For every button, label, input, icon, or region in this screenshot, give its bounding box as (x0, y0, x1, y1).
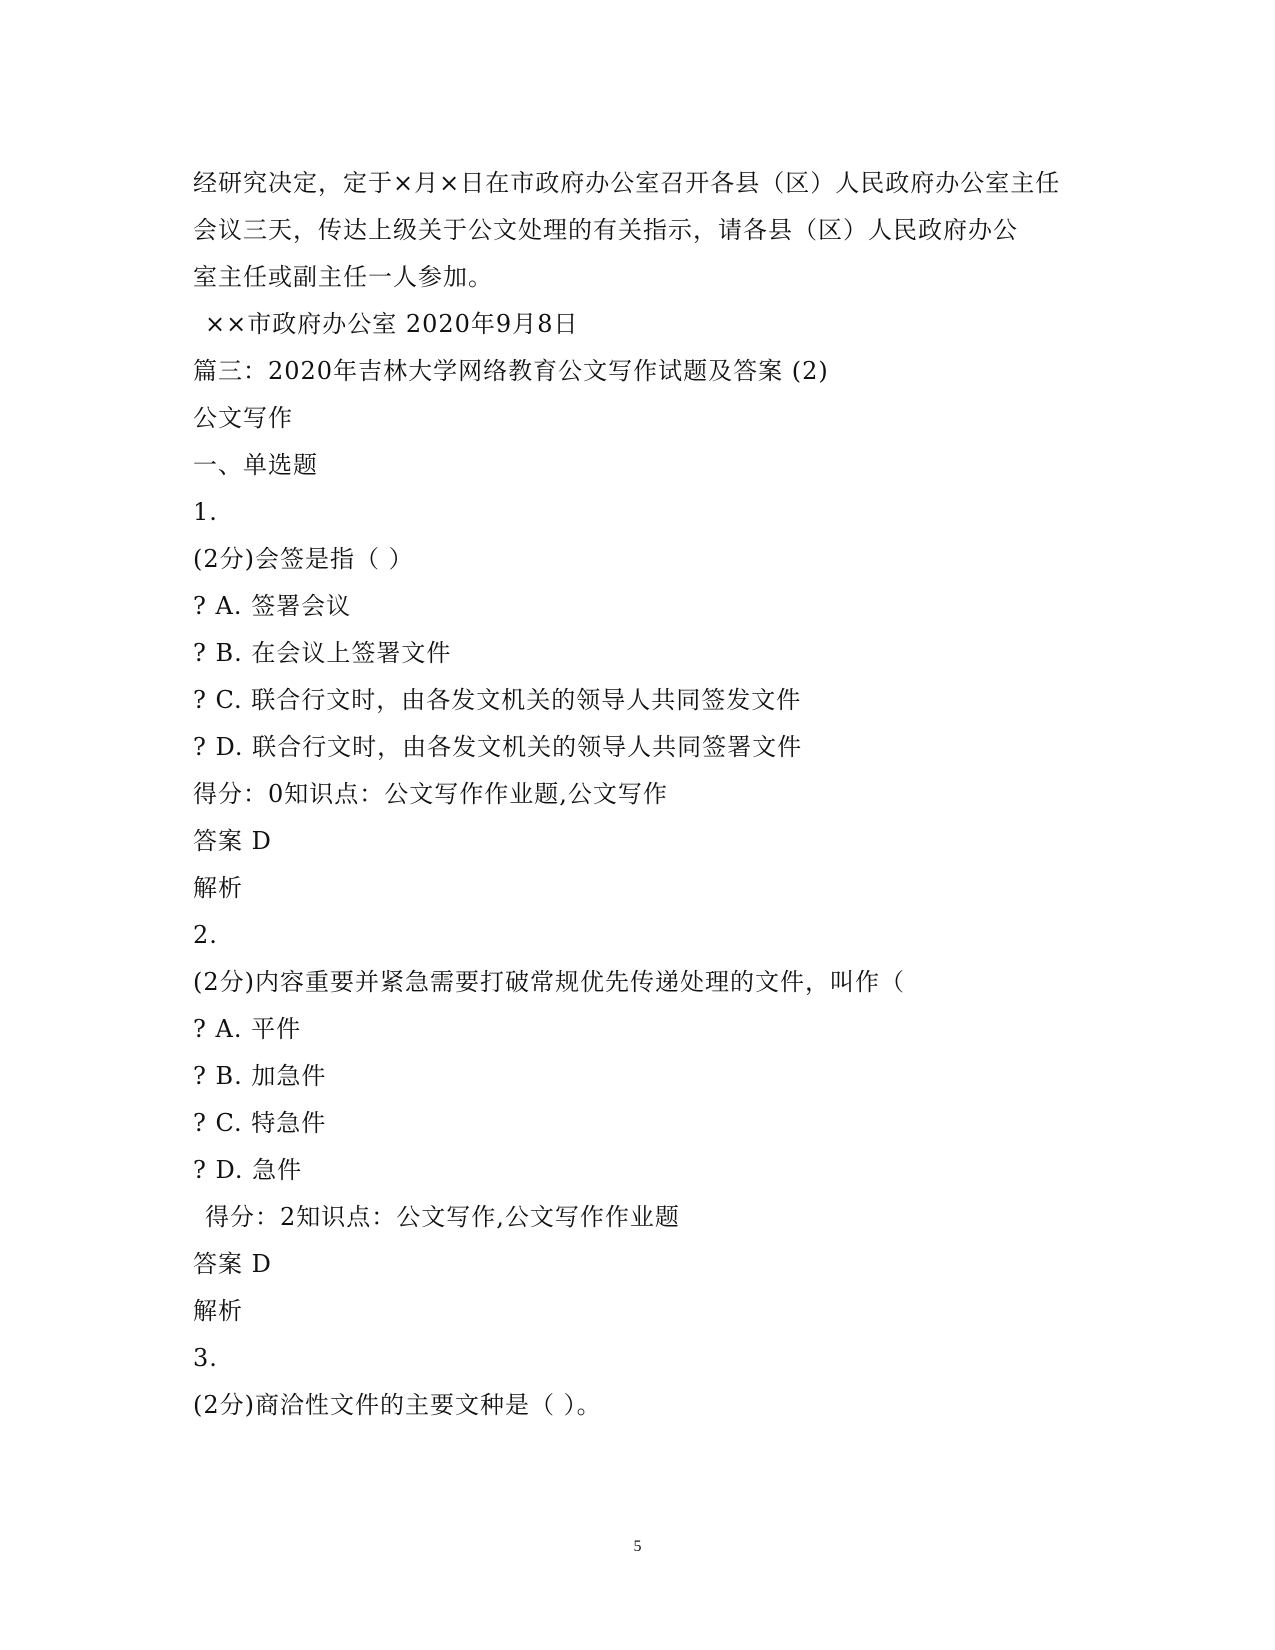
question-text: (2分)会签是指（ ） (193, 545, 414, 573)
question-type-heading: 一、单选题 (193, 451, 318, 479)
answer-option: ? D. 急件 (193, 1156, 303, 1184)
score-line: 得分：0知识点：公文写作作业题,公文写作 (193, 780, 668, 808)
section-heading: 篇三：2020年吉林大学网络教育公文写作试题及答案 (2) (193, 357, 829, 385)
score-line: 得分：2知识点：公文写作,公文写作作业题 (205, 1203, 680, 1231)
body-text-line: 室主任或副主任一人参加。 (193, 263, 493, 291)
answer-option: ? B. 加急件 (193, 1062, 327, 1090)
answer-option: ? C. 特急件 (193, 1109, 327, 1137)
page-number: 5 (633, 1538, 642, 1555)
answer-line: 答案 D (193, 827, 272, 855)
analysis-label: 解析 (193, 874, 243, 902)
question-text: (2分)内容重要并紧急需要打破常规优先传递处理的文件，叫作（ (193, 968, 905, 996)
subject-title: 公文写作 (193, 404, 293, 432)
answer-option: ? D. 联合行文时，由各发文机关的领导人共同签署文件 (193, 733, 803, 761)
body-text-line: 经研究决定，定于×月×日在市政府办公室召开各县（区）人民政府办公室主任 (193, 169, 1061, 197)
analysis-label: 解析 (193, 1297, 243, 1325)
question-number: 2. (193, 921, 218, 949)
signature-line: ××市政府办公室 2020年9月8日 (205, 310, 579, 338)
answer-option: ? C. 联合行文时，由各发文机关的领导人共同签发文件 (193, 686, 802, 714)
body-text-line: 会议三天，传达上级关于公文处理的有关指示，请各县（区）人民政府办公 (193, 216, 1018, 244)
answer-option: ? A. 签署会议 (193, 592, 352, 620)
question-number: 3. (193, 1344, 218, 1372)
answer-line: 答案 D (193, 1250, 272, 1278)
question-text: (2分)商洽性文件的主要文种是（ ）。 (193, 1391, 602, 1419)
answer-option: ? B. 在会议上签署文件 (193, 639, 452, 667)
answer-option: ? A. 平件 (193, 1015, 302, 1043)
question-number: 1. (193, 498, 218, 526)
